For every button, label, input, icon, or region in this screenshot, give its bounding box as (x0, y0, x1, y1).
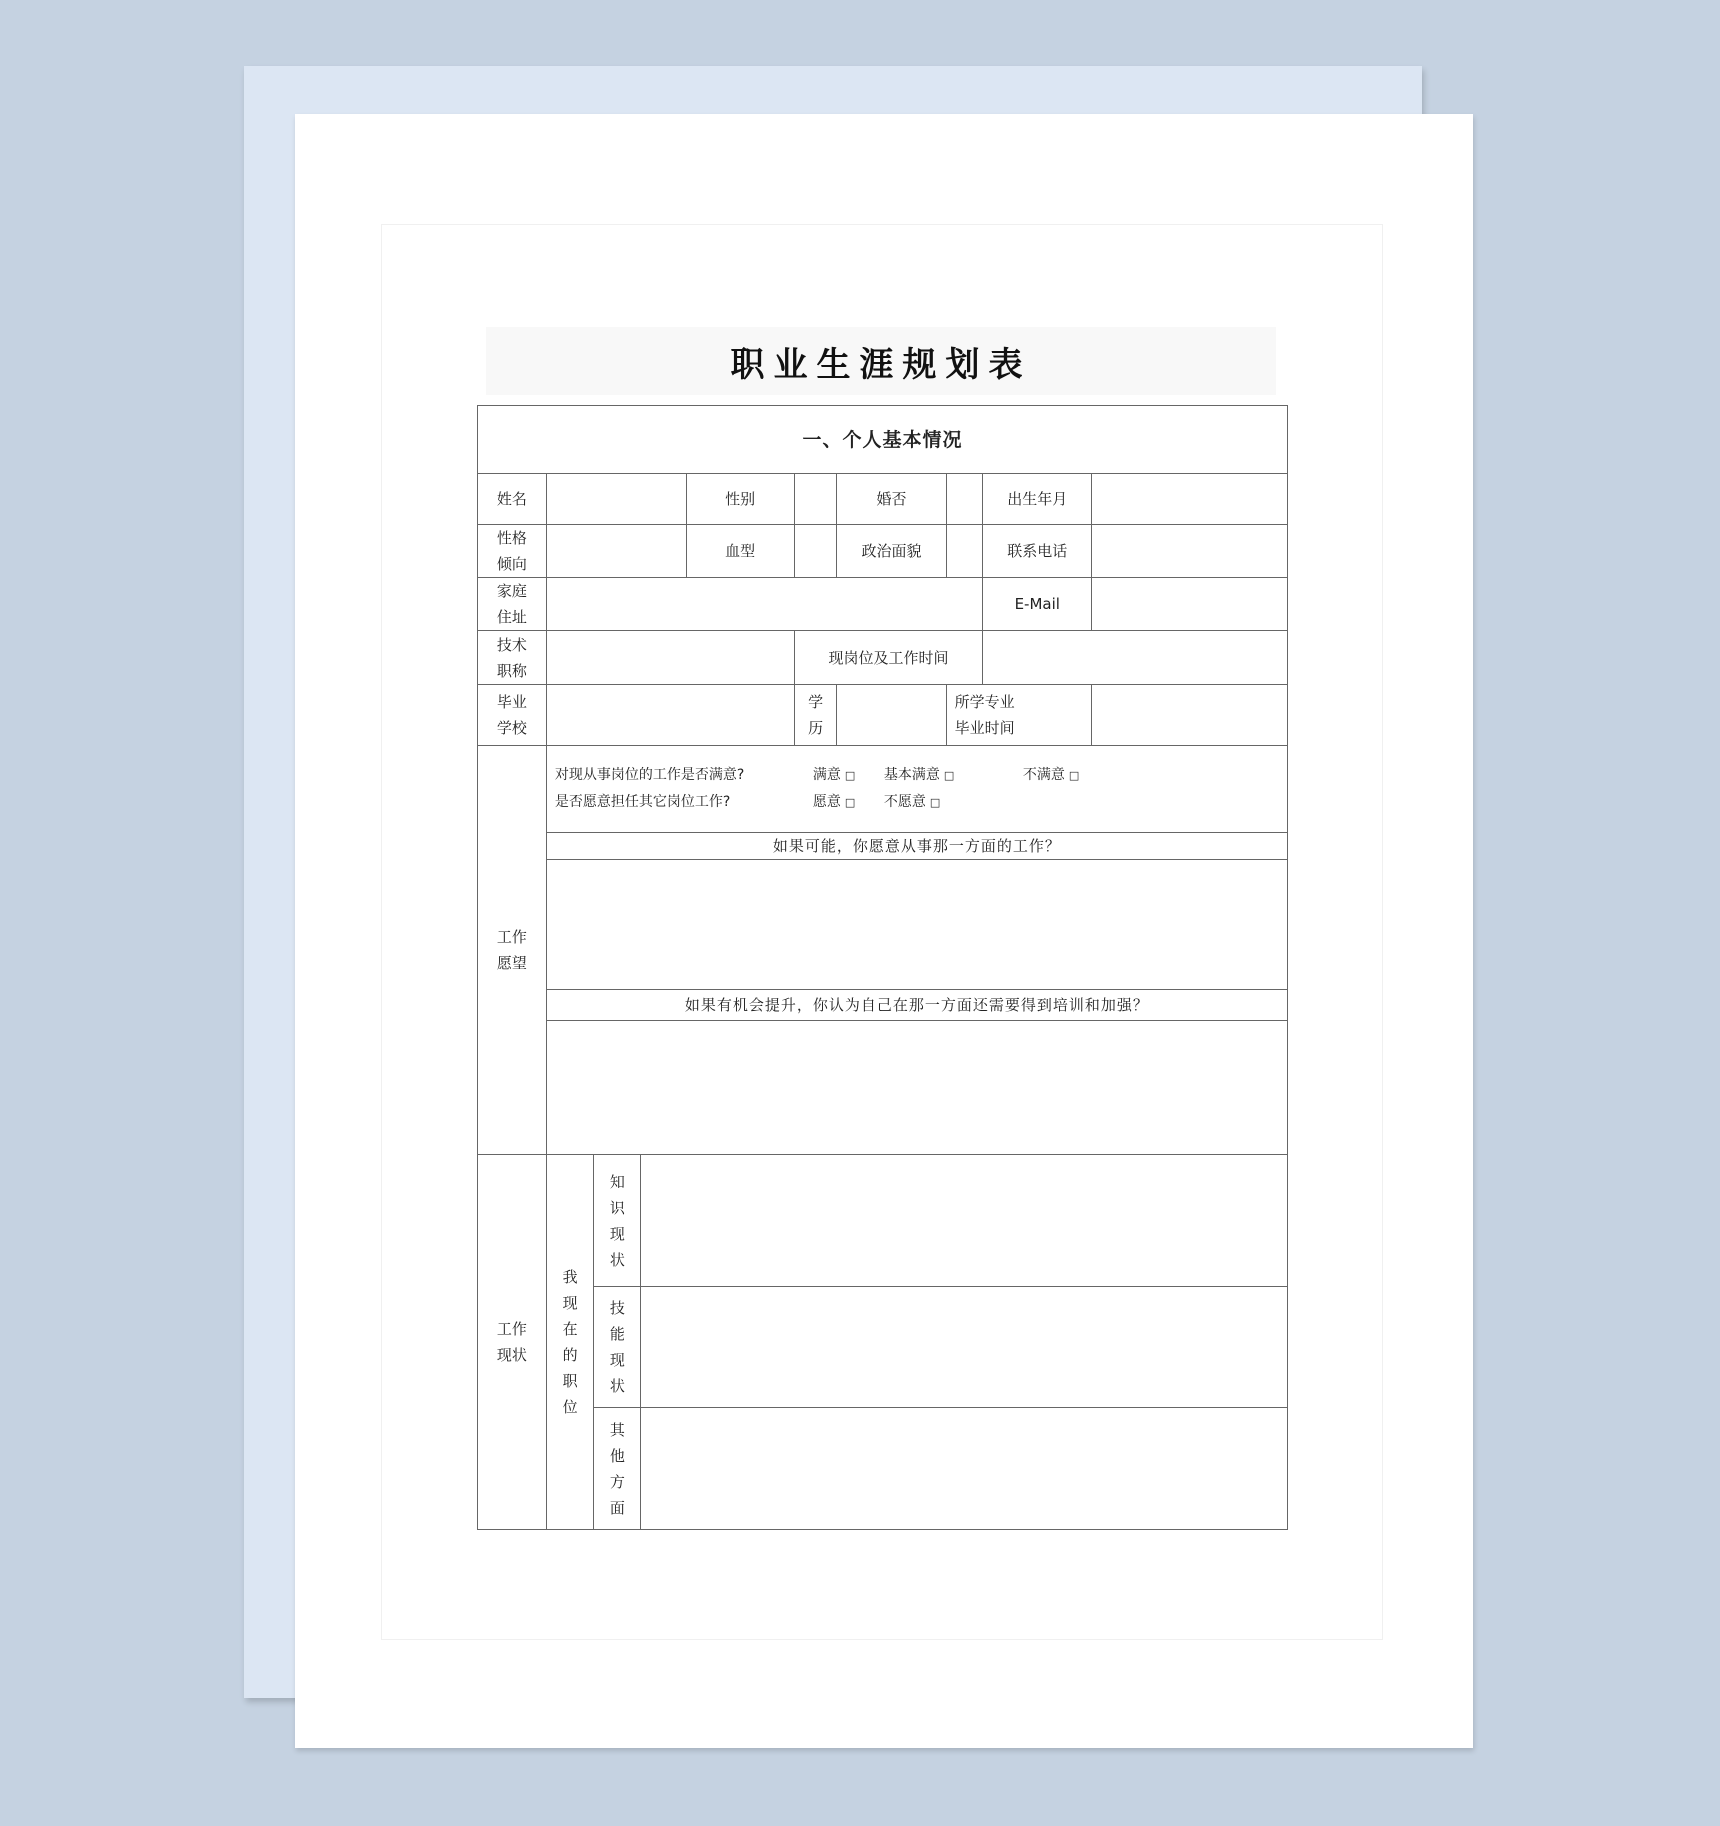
field-gender[interactable] (794, 474, 837, 525)
label-birth: 出生年月 (983, 474, 1092, 525)
field-political[interactable] (946, 525, 982, 578)
label-position-time: 现岗位及工作时间 (794, 631, 982, 685)
field-marital[interactable] (946, 474, 982, 525)
row-name (478, 474, 1288, 525)
field-birth[interactable] (1092, 474, 1288, 525)
row-school (478, 685, 1288, 746)
row-prompt-1 (478, 833, 1288, 860)
field-phone[interactable] (1092, 525, 1288, 578)
front-paper-sheet (295, 114, 1473, 1748)
row-wish-questions (478, 746, 1288, 833)
question-satisfaction: 对现从事岗位的工作是否满意? 满意 □ 基本满意 □ 不满意 □ (555, 762, 1279, 789)
checkbox-icon: □ (943, 769, 955, 782)
answer-training-needs[interactable] (546, 1021, 1287, 1155)
row-address (478, 578, 1288, 631)
current-position-cell (546, 1155, 1287, 1530)
row-prompt-2 (478, 990, 1288, 1021)
label-gender: 性别 (686, 474, 794, 525)
row-answer-2 (478, 1021, 1288, 1155)
option-unsatisfied[interactable]: 不满意 □ (1022, 767, 1080, 783)
wish-questions (546, 746, 1287, 833)
row-answer-1 (478, 860, 1288, 990)
field-skill-status[interactable] (641, 1287, 1287, 1408)
label-other-aspects: 其 他 方 面 (594, 1408, 641, 1530)
field-address[interactable] (546, 578, 982, 631)
prompt-preferred-work: 如果可能，你愿意从事那一方面的工作？ (546, 833, 1287, 860)
field-other-aspects[interactable] (641, 1408, 1287, 1530)
label-marital: 婚否 (837, 474, 946, 525)
option-satisfied[interactable]: 满意 □ (812, 767, 856, 783)
label-education: 学历 (794, 685, 837, 746)
section-header-row (478, 406, 1288, 474)
document-title: 职业生涯规划表 (730, 344, 1032, 385)
field-blood[interactable] (794, 525, 837, 578)
field-position-time[interactable] (983, 631, 1288, 685)
label-name: 姓名 (478, 474, 547, 525)
checkbox-icon: □ (1068, 769, 1080, 782)
label-tech-title: 技术 职称 (478, 631, 547, 685)
section-header: 一、个人基本情况 (478, 406, 1288, 474)
title-band (486, 327, 1276, 395)
row-knowledge (478, 1155, 1288, 1287)
label-email: E-Mail (983, 578, 1092, 631)
label-address: 家庭 住址 (478, 578, 547, 631)
question-other-post: 是否愿意担任其它岗位工作? 愿意 □ 不愿意 □ (555, 789, 1279, 816)
row-personality (478, 525, 1288, 578)
label-school: 毕业 学校 (478, 685, 547, 746)
label-work-wish: 工作 愿望 (478, 746, 547, 1155)
checkbox-icon: □ (929, 796, 941, 809)
option-unwilling[interactable]: 不愿意 □ (883, 794, 941, 810)
label-political: 政治面貌 (837, 525, 946, 578)
option-basically-satisfied[interactable]: 基本满意 □ (883, 767, 955, 783)
field-tech-title[interactable] (546, 631, 794, 685)
label-blood: 血型 (686, 525, 794, 578)
option-willing[interactable]: 愿意 □ (812, 794, 856, 810)
label-work-status: 工作 现状 (478, 1155, 547, 1530)
career-plan-table (477, 405, 1288, 1530)
field-personality[interactable] (546, 525, 686, 578)
field-school[interactable] (546, 685, 794, 746)
answer-preferred-work[interactable] (546, 860, 1287, 990)
checkbox-icon: □ (844, 769, 856, 782)
label-skill-status: 技 能 现 状 (594, 1287, 641, 1408)
label-major-grad: 所学专业 毕业时间 (946, 685, 1092, 746)
checkbox-icon: □ (844, 796, 856, 809)
field-name[interactable] (546, 474, 686, 525)
field-knowledge-status[interactable] (641, 1155, 1287, 1287)
field-email[interactable] (1092, 578, 1288, 631)
label-current-position: 我 现 在 的 职 位 (547, 1155, 594, 1529)
label-phone: 联系电话 (983, 525, 1092, 578)
prompt-training-needs: 如果有机会提升，你认为自己在那一方面还需要得到培训和加强？ (546, 990, 1287, 1021)
label-knowledge-status: 知 识 现 状 (594, 1155, 641, 1287)
field-major-grad[interactable] (1092, 685, 1288, 746)
field-education[interactable] (837, 685, 946, 746)
label-personality: 性格 倾向 (478, 525, 547, 578)
row-title (478, 631, 1288, 685)
